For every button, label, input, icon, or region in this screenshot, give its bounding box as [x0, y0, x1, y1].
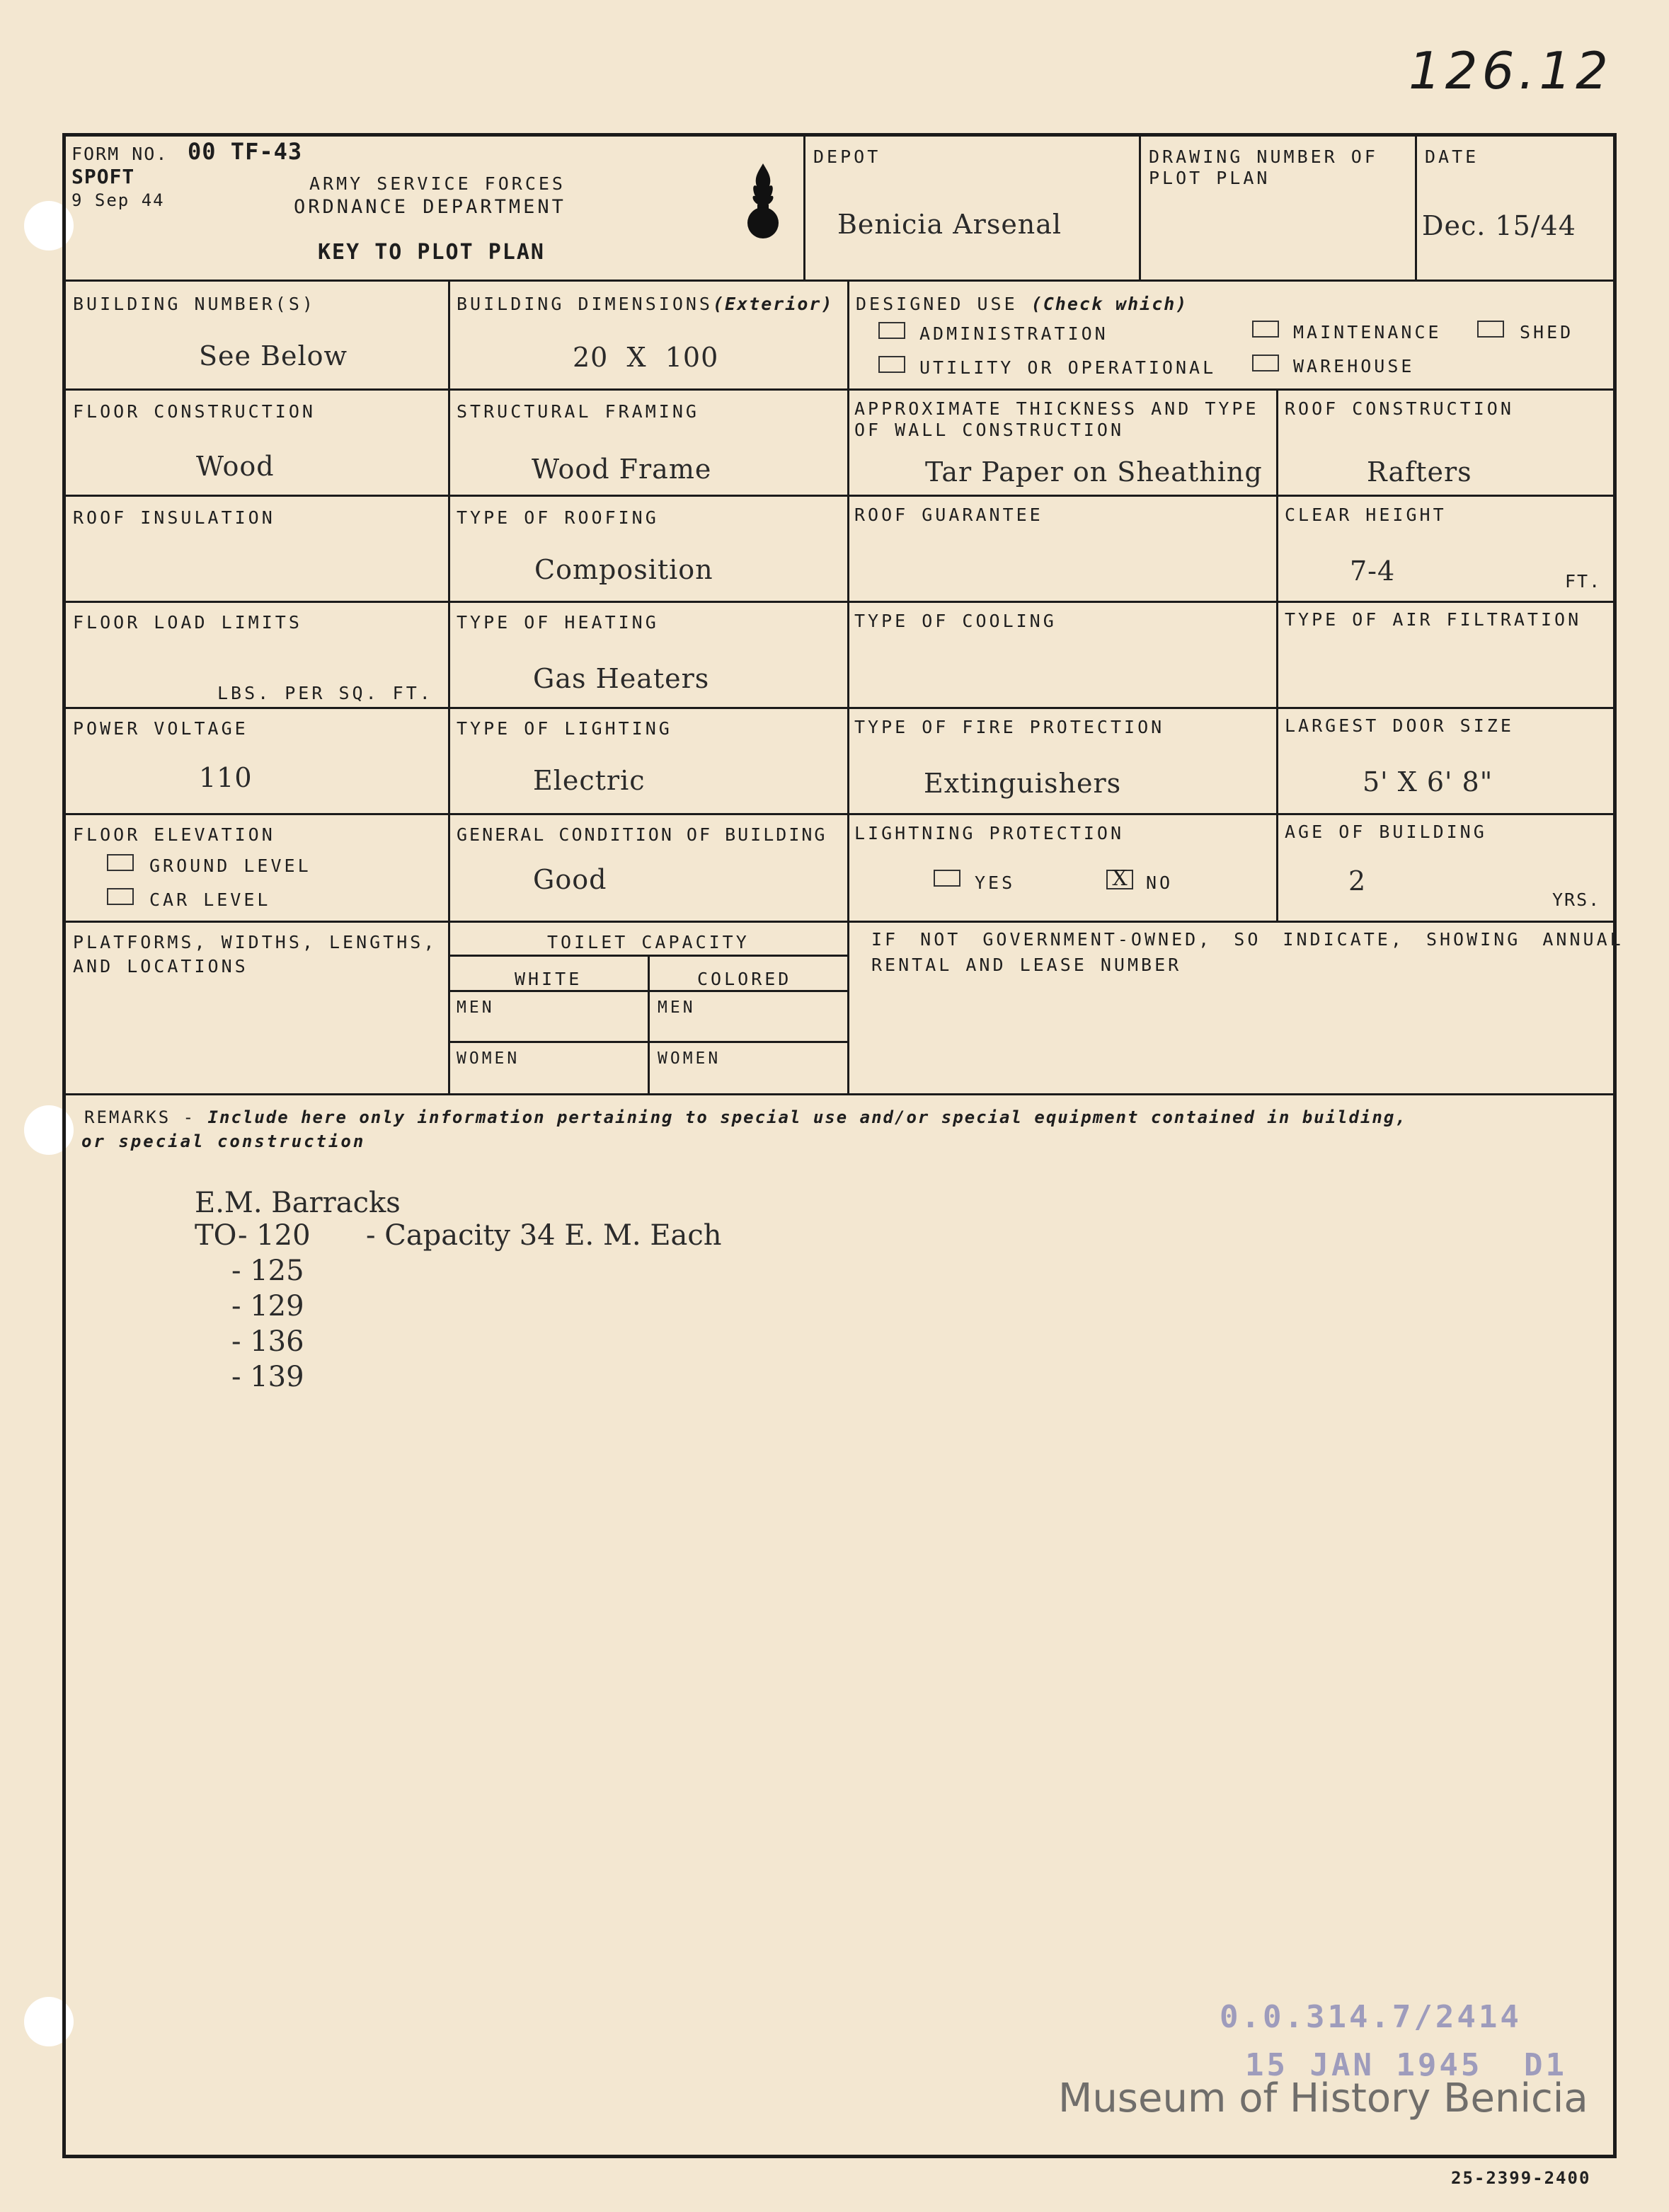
ordnance-flaming-bomb-icon: [745, 162, 781, 240]
roof-construction-label: ROOF CONSTRUCTION: [1285, 398, 1514, 419]
heating-type-value: Gas Heaters: [533, 663, 710, 694]
floor-construction-label: FLOOR CONSTRUCTION: [73, 401, 316, 422]
toilet-colored-women-label: WOMEN: [658, 1049, 721, 1068]
museum-watermark: Museum of History Benicia: [1058, 2075, 1588, 2121]
remarks-instruction-1: Include here only information pertaining to special use and/or special equipment contained in building,: [207, 1107, 1407, 1127]
drawing-number-label-2: PLOT PLAN: [1149, 168, 1271, 188]
remarks-instruction-2: or special construction: [81, 1131, 366, 1151]
heating-type-label: TYPE OF HEATING: [457, 612, 659, 633]
floor-load-unit: LBS. PER SQ. FT.: [217, 683, 433, 703]
lighting-type-value: Electric: [533, 765, 646, 796]
org-line-1: ARMY SERVICE FORCES: [309, 173, 566, 194]
floor-load-limits-label: FLOOR LOAD LIMITS: [73, 612, 302, 633]
org-line-2: ORDNANCE DEPARTMENT: [294, 196, 566, 218]
ground-level-label: GROUND LEVEL: [149, 856, 311, 876]
file-number-stamp: 0.0.314.7/2414: [1220, 1999, 1522, 2035]
toilet-colored-label: COLORED: [697, 969, 792, 989]
air-filtration-label: TYPE OF AIR FILTRATION: [1285, 609, 1582, 630]
car-level-checkbox[interactable]: [107, 888, 134, 905]
structural-framing-label: STRUCTURAL FRAMING: [457, 401, 699, 422]
designed-use-label-italic: (Check which): [1031, 294, 1188, 314]
handwritten-file-number: 126.12: [1409, 41, 1612, 100]
car-level-label: CAR LEVEL: [149, 889, 271, 910]
depot-value: Benicia Arsenal: [837, 209, 1062, 240]
date-value: Dec. 15/44: [1422, 210, 1576, 241]
toilet-white-women-label: WOMEN: [457, 1049, 520, 1068]
roofing-type-value: Composition: [534, 554, 713, 585]
platforms-label-1: PLATFORMS, WIDTHS, LENGTHS,: [73, 932, 437, 952]
remarks-line-1: E.M. Barracks: [195, 1187, 401, 1219]
received-date-stamp: 15 JAN 1945: [1245, 2047, 1483, 2083]
toilet-white-label: WHITE: [515, 969, 583, 989]
shed-label: SHED: [1520, 322, 1574, 342]
building-age-value: 2: [1348, 865, 1367, 897]
power-voltage-label: POWER VOLTAGE: [73, 718, 248, 739]
depot-label: DEPOT: [813, 146, 881, 167]
floor-elevation-label: FLOOR ELEVATION: [73, 824, 275, 845]
remarks-line-2a: TO- 120: [195, 1219, 311, 1252]
shed-checkbox[interactable]: [1477, 321, 1504, 338]
remarks-line-4: - 129: [231, 1290, 304, 1323]
date-label: DATE: [1425, 146, 1479, 167]
cooling-type-label: TYPE OF COOLING: [854, 611, 1057, 631]
administration-checkbox[interactable]: [878, 322, 905, 339]
key-to-plot-plan-form: [62, 133, 1624, 2158]
administration-label: ADMINISTRATION: [919, 323, 1108, 344]
building-numbers-label: BUILDING NUMBER(S): [73, 294, 316, 314]
largest-door-size-label: LARGEST DOOR SIZE: [1285, 715, 1514, 736]
lightning-no-checkbox[interactable]: X: [1106, 870, 1133, 889]
building-age-label: AGE OF BUILDING: [1285, 822, 1487, 842]
form-date: 9 Sep 44: [71, 190, 165, 210]
warehouse-label: WAREHOUSE: [1293, 356, 1415, 376]
remarks-line-3: - 125: [231, 1255, 304, 1287]
utility-operational-checkbox[interactable]: [878, 356, 905, 373]
toilet-white-men-label: MEN: [457, 998, 495, 1017]
floor-construction-value: Wood: [196, 451, 275, 482]
warehouse-checkbox[interactable]: [1252, 355, 1279, 371]
form-title: KEY TO PLOT PLAN: [318, 240, 545, 265]
stamp-code: D1: [1524, 2047, 1567, 2083]
drawing-number-label-1: DRAWING NUMBER OF: [1149, 146, 1378, 167]
lightning-yes-label: YES: [975, 872, 1016, 893]
remarks-line-6: - 139: [231, 1361, 304, 1393]
designed-use-label-text: DESIGNED USE: [856, 294, 1018, 314]
clear-height-label: CLEAR HEIGHT: [1285, 505, 1447, 525]
building-condition-value: Good: [533, 864, 607, 895]
fire-protection-label: TYPE OF FIRE PROTECTION: [854, 717, 1165, 737]
building-dimensions-label-text: BUILDING DIMENSIONS: [457, 294, 713, 314]
toilet-colored-men-label: MEN: [658, 998, 696, 1017]
remarks-label-text: REMARKS -: [84, 1107, 208, 1127]
lightning-protection-label: LIGHTNING PROTECTION: [854, 823, 1125, 843]
clear-height-value: 7-4: [1350, 555, 1396, 587]
platforms-label-2: AND LOCATIONS: [73, 956, 248, 977]
wall-construction-label-1: APPROXIMATE THICKNESS AND TYPE: [854, 398, 1259, 419]
building-dimensions-value: 20 X 100: [573, 342, 719, 373]
maintenance-label: MAINTENANCE: [1293, 322, 1442, 342]
wall-construction-value: Tar Paper on Sheathing: [925, 456, 1263, 488]
remarks-line-2b: - Capacity 34 E. M. Each: [366, 1219, 722, 1252]
form-number: 00 TF-43: [188, 138, 303, 165]
building-age-unit: YRS.: [1552, 889, 1601, 910]
power-voltage-value: 110: [199, 762, 253, 793]
footer-form-code: 25-2399-2400: [1451, 2168, 1591, 2188]
building-dimensions-label-italic: (Exterior): [712, 294, 834, 314]
roof-construction-value: Rafters: [1367, 456, 1472, 488]
building-condition-label: GENERAL CONDITION OF BUILDING: [457, 824, 827, 845]
roof-insulation-label: ROOF INSULATION: [73, 507, 275, 528]
roofing-type-label: TYPE OF ROOFING: [457, 507, 659, 528]
wall-construction-label-2: OF WALL CONSTRUCTION: [854, 420, 1125, 440]
building-dimensions-label: [457, 294, 834, 314]
form-issuer: SPOFT: [71, 165, 135, 188]
government-owned-label-2: RENTAL AND LEASE NUMBER: [871, 955, 1182, 975]
form-number-label: FORM NO.: [71, 144, 168, 164]
largest-door-size-value: 5' X 6' 8": [1363, 766, 1493, 797]
government-owned-label-1: IF NOT GOVERNMENT-OWNED, SO INDICATE, SHOWING ANNUAL: [871, 929, 1624, 950]
maintenance-checkbox[interactable]: [1252, 321, 1279, 338]
lighting-type-label: TYPE OF LIGHTING: [457, 718, 672, 739]
structural-framing-value: Wood Frame: [532, 454, 712, 485]
designed-use-label: [856, 294, 1188, 314]
fire-protection-value: Extinguishers: [924, 768, 1122, 799]
toilet-capacity-label: TOILET CAPACITY: [547, 932, 750, 952]
remarks-label: [84, 1107, 1407, 1127]
building-numbers-value: See Below: [199, 340, 348, 371]
remarks-line-5: - 136: [231, 1325, 304, 1358]
lightning-no-label: NO: [1146, 872, 1174, 893]
ground-level-checkbox[interactable]: [107, 854, 134, 871]
clear-height-unit: FT.: [1565, 571, 1602, 592]
utility-operational-label: UTILITY OR OPERATIONAL: [919, 357, 1217, 378]
roof-guarantee-label: ROOF GUARANTEE: [854, 505, 1043, 525]
lightning-yes-checkbox[interactable]: [934, 870, 960, 887]
